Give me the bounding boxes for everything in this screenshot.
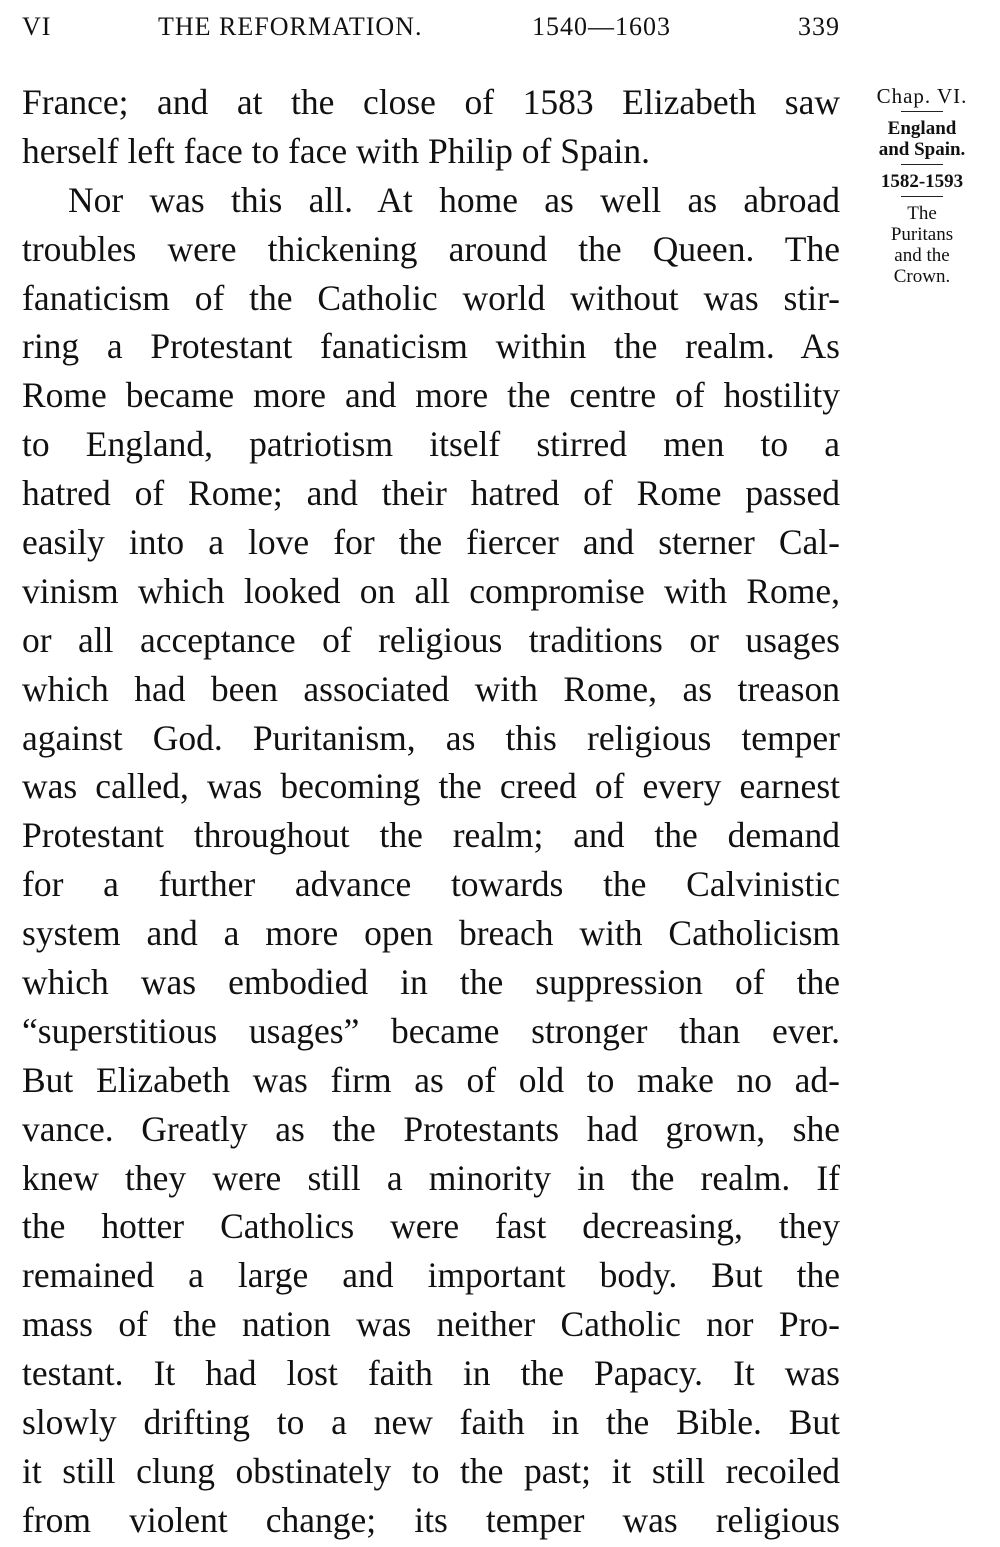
margin-subsection-line: and the bbox=[894, 245, 950, 266]
text-line: for a further advance towards the Calvinistic bbox=[22, 864, 840, 905]
text-line: the hotter Catholics were fast decreasing, they bbox=[22, 1206, 840, 1247]
text-line: troubles were thickening around the Queen. The bbox=[22, 228, 840, 269]
page-number: 339 bbox=[798, 12, 840, 41]
text-line: “superstitious usages” became stronger than ever. bbox=[22, 1010, 840, 1051]
margin-notes bbox=[852, 86, 992, 287]
text-line: herself left face to face with Philip of Spain. bbox=[22, 130, 650, 171]
text-line: vinism which looked on all compromise with Rome, bbox=[22, 570, 840, 611]
header-dates: 1540—1603 bbox=[532, 12, 671, 41]
text-line: which was embodied in the suppression of the bbox=[22, 962, 840, 1003]
margin-subsection-line: The bbox=[907, 203, 937, 224]
text-line: Protestant throughout the realm; and the demand bbox=[22, 815, 840, 856]
body-text bbox=[22, 78, 840, 1545]
text-line: Nor was this all. At home as well as abroad bbox=[68, 179, 840, 220]
text-line: Rome became more and more the centre of hostility bbox=[22, 375, 840, 416]
text-line: system and a more open breach with Catholicism bbox=[22, 913, 840, 954]
text-line: fanaticism of the Catholic world without was stir- bbox=[22, 277, 840, 318]
text-line: which had been associated with Rome, as treason bbox=[22, 668, 840, 709]
text-line: hatred of Rome; and their hatred of Rome passed bbox=[22, 473, 840, 514]
text-line: to England, patriotism itself stirred men to a bbox=[22, 424, 840, 465]
margin-years: 1582-1593 bbox=[880, 171, 964, 192]
margin-section-line: England bbox=[887, 118, 957, 139]
margin-rule bbox=[901, 111, 943, 112]
running-header bbox=[22, 8, 840, 48]
margin-chapter: Chap. VI. bbox=[876, 84, 968, 108]
margin-subsection-line: Puritans bbox=[890, 224, 954, 245]
text-line: But Elizabeth was firm as of old to make no ad- bbox=[22, 1059, 840, 1100]
text-line: easily into a love for the fiercer and sterner Cal- bbox=[22, 522, 840, 563]
margin-rule bbox=[901, 164, 943, 165]
text-line: slowly drifting to a new faith in the Bible. But bbox=[22, 1402, 840, 1443]
text-line: against God. Puritanism, as this religious temper bbox=[22, 717, 840, 758]
text-line: or all acceptance of religious traditions or usages bbox=[22, 619, 840, 660]
text-line: mass of the nation was neither Catholic nor Pro- bbox=[22, 1304, 840, 1345]
text-line: vance. Greatly as the Protestants had grown, she bbox=[22, 1108, 840, 1149]
header-chapter-numeral: VI bbox=[22, 12, 52, 41]
text-line: was called, was becoming the creed of every earnest bbox=[22, 766, 840, 807]
text-line: knew they were still a minority in the realm. If bbox=[22, 1157, 840, 1198]
text-line: testant. It had lost faith in the Papacy. It was bbox=[22, 1353, 840, 1394]
text-line: ring a Protestant fanaticism within the realm. As bbox=[22, 326, 840, 367]
text-line: remained a large and important body. But the bbox=[22, 1255, 840, 1296]
margin-subsection-line: Crown. bbox=[893, 266, 951, 287]
text-line: it still clung obstinately to the past; it still recoiled bbox=[22, 1450, 840, 1491]
header-title: THE REFORMATION. bbox=[158, 12, 423, 41]
margin-section-title bbox=[852, 118, 992, 160]
margin-subsection bbox=[852, 203, 992, 287]
margin-rule bbox=[901, 196, 943, 197]
text-line: France; and at the close of 1583 Elizabeth saw bbox=[22, 82, 840, 122]
margin-section-line: and Spain. bbox=[878, 139, 966, 160]
text-line: from violent change; its temper was religious bbox=[22, 1499, 840, 1540]
